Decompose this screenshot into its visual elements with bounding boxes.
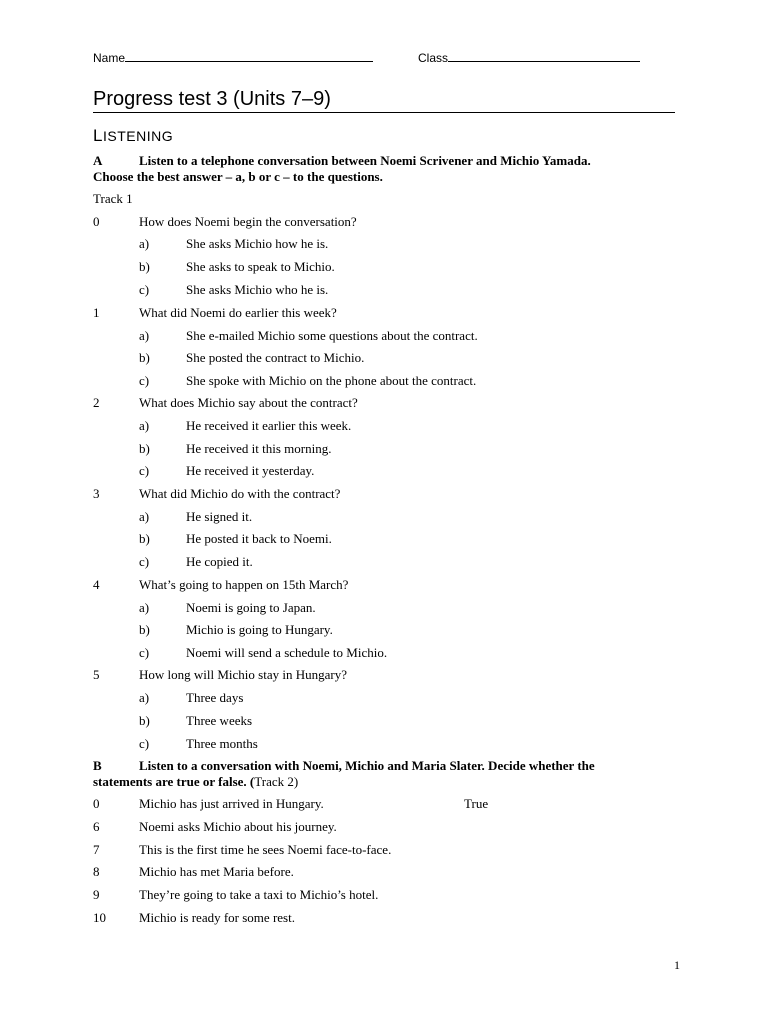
- option-text: She asks to speak to Michio.: [186, 259, 335, 274]
- question-number: 4: [93, 577, 100, 592]
- option-text: Noemi is going to Japan.: [186, 600, 316, 615]
- answer-option[interactable]: [139, 328, 478, 344]
- answer-option[interactable]: [139, 259, 335, 275]
- part-b-instruction: [93, 758, 673, 790]
- question-number: 3: [93, 486, 100, 501]
- option-text: Three weeks: [186, 713, 253, 728]
- statement-number: 6: [93, 819, 100, 834]
- part-a-instruction: [93, 153, 653, 185]
- option-letter: b): [139, 622, 150, 637]
- part-b-instruction-line2: statements are true or false. (: [93, 774, 255, 789]
- question-text: How long will Michio stay in Hungary?: [139, 667, 347, 682]
- option-text: She spoke with Michio on the phone about the contract.: [186, 373, 477, 388]
- question-number: 0: [93, 214, 100, 229]
- option-text: She asks Michio how he is.: [186, 236, 329, 251]
- option-letter: a): [139, 690, 150, 705]
- answer-option[interactable]: [139, 441, 332, 457]
- question-number: 5: [93, 667, 100, 682]
- answer-option[interactable]: [139, 509, 252, 525]
- answer-option[interactable]: [139, 713, 252, 729]
- statement-number: 9: [93, 887, 100, 902]
- part-a-instruction-line1: Listen to a telephone conversation between Noemi Scrivener and Michio Yamada.: [139, 153, 591, 168]
- part-b-track-label: Track 2): [254, 774, 299, 789]
- statement-text: Michio has met Maria before.: [139, 864, 294, 879]
- option-text: He received it yesterday.: [186, 463, 315, 478]
- statement-text: Noemi asks Michio about his journey.: [139, 819, 337, 834]
- class-field-label: [418, 49, 640, 65]
- option-letter: a): [139, 236, 150, 251]
- option-text: He received it earlier this week.: [186, 418, 352, 433]
- option-letter: c): [139, 282, 150, 297]
- question-text: What did Noemi do earlier this week?: [139, 305, 337, 320]
- question-number: 2: [93, 395, 100, 410]
- statement-text: Michio has just arrived in Hungary.: [139, 796, 324, 811]
- option-letter: c): [139, 645, 150, 660]
- answer-option[interactable]: [139, 736, 258, 752]
- answer-option[interactable]: [139, 554, 253, 570]
- question-text: What did Michio do with the contract?: [139, 486, 341, 501]
- track-label: Track 1: [93, 191, 133, 206]
- part-b-instruction-line1: Listen to a conversation with Noemi, Michio and Maria Slater. Decide whether the: [139, 758, 595, 773]
- option-letter: b): [139, 350, 150, 365]
- statement-number: 0: [93, 796, 100, 811]
- answer-option[interactable]: [139, 373, 476, 389]
- page-number: 1: [674, 958, 680, 972]
- option-letter: b): [139, 713, 150, 728]
- option-letter: c): [139, 463, 150, 478]
- answer-option[interactable]: [139, 600, 316, 616]
- question-text: What’s going to happen on 15th March?: [139, 577, 349, 592]
- answer-option[interactable]: [139, 645, 387, 661]
- option-letter: a): [139, 328, 150, 343]
- option-letter: a): [139, 509, 150, 524]
- option-letter: c): [139, 554, 150, 569]
- answer-option[interactable]: [139, 236, 328, 252]
- part-a-instruction-line2: Choose the best answer – a, b or c – to the questions.: [93, 169, 383, 184]
- question-text: What does Michio say about the contract?: [139, 395, 358, 410]
- name-label: Name: [93, 51, 126, 65]
- class-blank-line[interactable]: [448, 49, 640, 62]
- class-label: Class: [418, 51, 449, 65]
- answer-option[interactable]: [139, 531, 332, 547]
- part-b-label: B: [93, 758, 102, 773]
- option-letter: b): [139, 531, 150, 546]
- option-text: He copied it.: [186, 554, 253, 569]
- statement-number: 10: [93, 910, 106, 925]
- option-letter: c): [139, 736, 150, 751]
- statement-text: This is the first time he sees Noemi face-to-face.: [139, 842, 392, 857]
- statement-answer[interactable]: True: [464, 796, 489, 811]
- answer-option[interactable]: [139, 282, 328, 298]
- page-title: Progress test 3 (Units 7–9): [93, 86, 675, 113]
- option-text: She e-mailed Michio some questions about the contract.: [186, 328, 478, 343]
- statement-number: 8: [93, 864, 100, 879]
- option-letter: a): [139, 600, 150, 615]
- statement-text: Michio is ready for some rest.: [139, 910, 295, 925]
- answer-option[interactable]: [139, 622, 333, 638]
- section-heading-initial: L: [93, 126, 103, 145]
- statement-number: 7: [93, 842, 100, 857]
- part-a-label: A: [93, 153, 103, 168]
- question-text: How does Noemi begin the conversation?: [139, 214, 357, 229]
- section-heading-rest: ISTENING: [102, 128, 174, 144]
- option-text: She posted the contract to Michio.: [186, 350, 365, 365]
- option-letter: a): [139, 418, 150, 433]
- option-text: Three days: [186, 690, 244, 705]
- option-text: Noemi will send a schedule to Michio.: [186, 645, 388, 660]
- name-field-label: [93, 49, 373, 65]
- statement-text: They’re going to take a taxi to Michio’s hotel.: [139, 887, 379, 902]
- question-number: 1: [93, 305, 100, 320]
- answer-option[interactable]: [139, 690, 243, 706]
- option-text: He posted it back to Noemi.: [186, 531, 332, 546]
- option-letter: b): [139, 259, 150, 274]
- option-text: She asks Michio who he is.: [186, 282, 329, 297]
- answer-option[interactable]: [139, 418, 351, 434]
- name-blank-line[interactable]: [125, 49, 373, 62]
- option-text: Michio is going to Hungary.: [186, 622, 333, 637]
- option-letter: c): [139, 373, 150, 388]
- option-letter: b): [139, 441, 150, 456]
- answer-option[interactable]: [139, 463, 314, 479]
- option-text: Three months: [186, 736, 258, 751]
- section-heading-listening: [93, 126, 173, 146]
- option-text: He received it this morning.: [186, 441, 332, 456]
- answer-option[interactable]: [139, 350, 364, 366]
- option-text: He signed it.: [186, 509, 253, 524]
